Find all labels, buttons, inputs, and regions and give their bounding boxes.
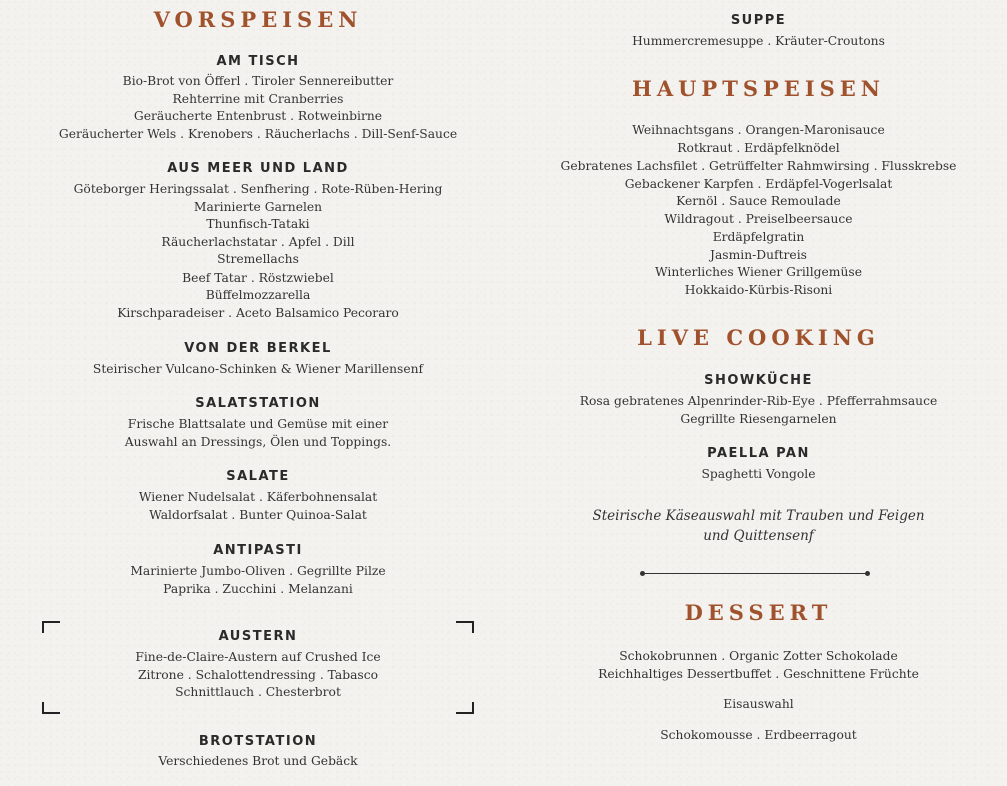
- menu-line: Schokobrunnen . Organic Zotter Schokolade: [619, 649, 898, 663]
- menu-line: Steirischer Vulcano-Schinken & Wiener Marillensenf: [92, 362, 424, 376]
- showkueche-heading: SHOWKÜCHE: [704, 373, 813, 388]
- bracket-bottom-left-icon: [42, 702, 60, 714]
- menu-line: Frische Blattsalate und Gemüse mit einer: [127, 417, 389, 431]
- menu-line: Gegrillte Riesengarnelen: [680, 411, 837, 426]
- am-tisch-heading: AM TISCH: [216, 54, 300, 69]
- bracket-top-left-icon: [42, 621, 60, 633]
- menu-line: Zitrone . Schalottendressing . Tabasco: [137, 667, 379, 682]
- menu-line: Marinierte Jumbo-Oliven . Gegrillte Pilze: [130, 564, 386, 578]
- menu-line: Rotkraut . Erdäpfelknödel: [677, 140, 840, 155]
- menu-line: Hokkaido-Kürbis-Risoni: [684, 283, 833, 297]
- menu-line: Geräucherter Wels . Krenobers . Räucherlachs . Dill-Senf-Sauce: [58, 126, 458, 141]
- vorspeisen-title: VORSPEISEN: [153, 7, 363, 32]
- brotstation-heading: BROTSTATION: [198, 734, 318, 749]
- menu-line: Stremellachs: [217, 252, 299, 266]
- menu-line: Wildragout . Preiselbeersauce: [664, 211, 853, 226]
- von-der-berkel-heading: VON DER BERKEL: [184, 341, 332, 356]
- menu-line: Auswahl an Dressings, Ölen und Toppings.: [124, 434, 392, 449]
- menu-line: Gebratenes Lachsfilet . Getrüffelter Rahmwirsing . Flusskrebse: [560, 158, 957, 173]
- live-cooking-title: LIVE COOKING: [637, 325, 880, 350]
- menu-line: Geräucherte Entenbrust . Rotweinbirne: [133, 109, 383, 123]
- salate-heading: SALATE: [226, 469, 290, 484]
- suppe-heading: SUPPE: [730, 13, 787, 28]
- austern-heading: AUSTERN: [218, 629, 298, 644]
- menu-line: Rosa gebratenes Alpenrinder-Rib-Eye . Pfefferrahmsauce: [579, 394, 938, 408]
- menu-line: Waldorfsalat . Bunter Quinoa-Salat: [149, 507, 367, 522]
- menu-line: Fine-de-Claire-Austern auf Crushed Ice: [135, 650, 381, 664]
- bracket-top-right-icon: [456, 621, 474, 633]
- menu-line: Gebackener Karpfen . Erdäpfel-Vogerlsalat: [624, 176, 893, 191]
- kaese-line: und Quittensenf: [703, 528, 814, 544]
- aus-meer-und-land-heading: AUS MEER UND LAND: [167, 161, 349, 176]
- kaese-line: Steirische Käseauswahl mit Trauben und Feigen: [592, 508, 925, 524]
- menu-line: Eisauswahl: [723, 697, 794, 711]
- menu-line: Rehterrine mit Cranberries: [172, 91, 344, 106]
- menu-line: Erdäpfelgratin: [712, 229, 805, 244]
- paella-pan-heading: PAELLA PAN: [707, 446, 810, 461]
- menu-line: Reichhaltiges Dessertbuffet . Geschnittene Früchte: [598, 667, 919, 681]
- salatstation-heading: SALATSTATION: [195, 396, 321, 411]
- menu-line: Jasmin-Duftreis: [710, 247, 807, 262]
- menu-line: Hummercremesuppe . Kräuter-Croutons: [632, 34, 885, 48]
- menu-line: Paprika . Zucchini . Melanzani: [163, 581, 353, 596]
- menu-line: Schokomousse . Erdbeerragout: [660, 728, 857, 742]
- menu-line: Göteborger Heringssalat . Senfhering . Rote-Rüben-Hering: [73, 182, 443, 196]
- menu-line: Kernöl . Sauce Remoulade: [676, 194, 841, 208]
- menu-line: Bio-Brot von Öfferl . Tiroler Sennereibutter: [122, 74, 394, 88]
- menu-line: Spaghetti Vongole: [701, 467, 816, 481]
- hauptspeisen-title: HAUPTSPEISEN: [631, 76, 886, 101]
- menu-line: Weihnachtsgans . Orangen-Maronisauce: [632, 123, 885, 137]
- section-divider: [642, 573, 868, 574]
- menu-line: Verschiedenes Brot und Gebäck: [158, 754, 358, 768]
- bracket-bottom-right-icon: [456, 702, 474, 714]
- antipasti-heading: ANTIPASTI: [213, 543, 303, 558]
- menu-line: Räucherlachstatar . Apfel . Dill: [161, 234, 355, 249]
- menu-line: Büffelmozzarella: [205, 288, 311, 302]
- menu-line: Beef Tatar . Röstzwiebel: [182, 270, 334, 285]
- menu-line: Winterliches Wiener Grillgemüse: [655, 265, 862, 279]
- menu-line: Marinierte Garnelen: [193, 199, 323, 214]
- menu-line: Kirschparadeiser . Aceto Balsamico Pecoraro: [117, 305, 399, 320]
- menu-line: Wiener Nudelsalat . Käferbohnensalat: [138, 490, 378, 504]
- menu-line: Schnittlauch . Chesterbrot: [175, 685, 341, 699]
- menu-line: Thunfisch-Tataki: [206, 217, 310, 231]
- dessert-title: DESSERT: [684, 600, 833, 625]
